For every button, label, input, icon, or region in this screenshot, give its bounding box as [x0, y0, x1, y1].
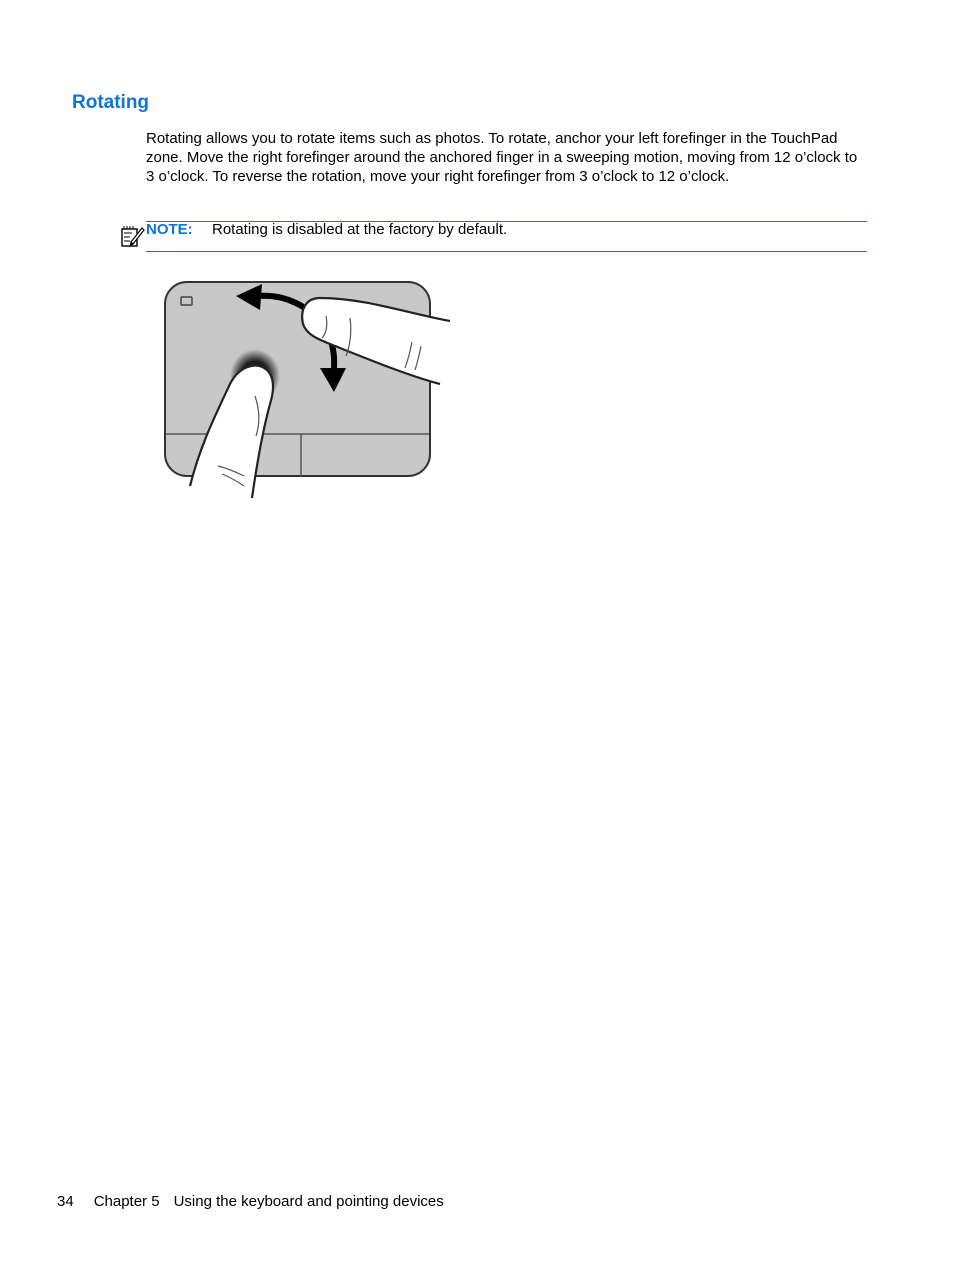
note-text: Rotating is disabled at the factory by default.	[212, 221, 508, 238]
note-box	[146, 221, 867, 252]
touchpad-rotate-gesture-icon	[160, 276, 450, 498]
section-paragraph: Rotating allows you to rotate items such as photos. To rotate, anchor your left forefinger in the TouchPad zone. Move the right forefinger around the anchored finger in a sweeping motion, moving from 12 o’clock to 3 o’clock. To reverse the rotation, move your right forefinger from 3 o’clock to 12 o’clock.	[146, 130, 858, 185]
footer-chapter: Chapter 5	[93, 1193, 160, 1210]
note-pad-icon	[119, 222, 145, 248]
footer-chapter-title: Using the keyboard and pointing devices	[173, 1193, 444, 1210]
page-footer	[57, 1192, 444, 1211]
note-label: NOTE:	[146, 221, 193, 238]
section-heading: Rotating	[72, 92, 150, 113]
page-number: 34	[57, 1193, 74, 1210]
